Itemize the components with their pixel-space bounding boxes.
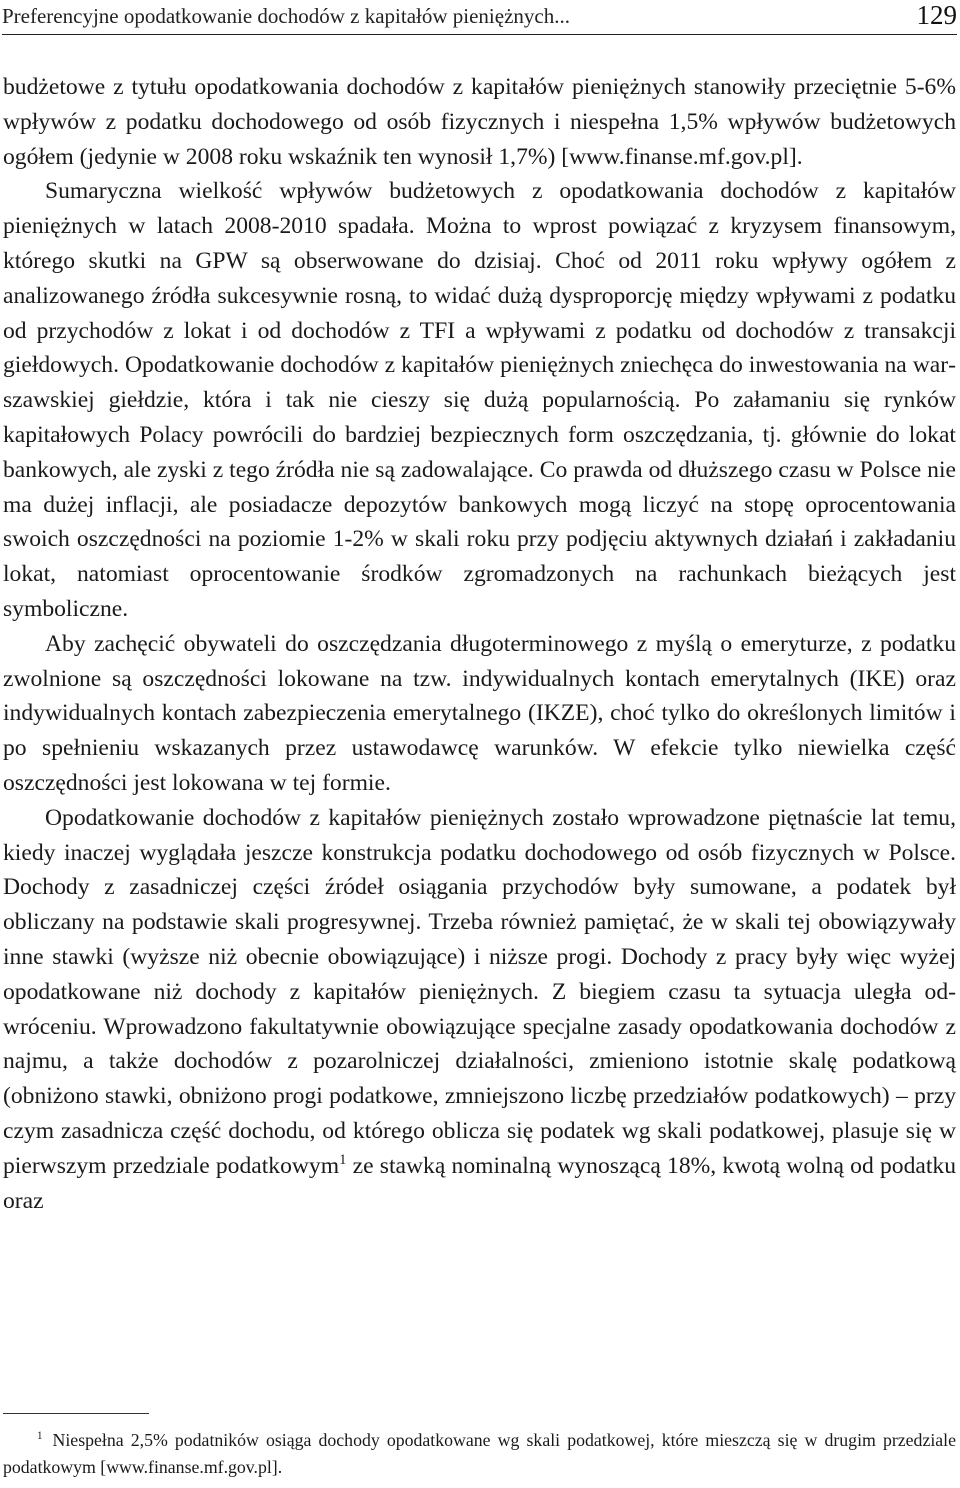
paragraph [3, 801, 956, 1219]
footnote-reference[interactable]: 1 [339, 1151, 347, 1168]
running-title: Preferencyjne opodatkowanie dochodów z kapitałów pieniężnych... [2, 4, 570, 28]
paragraph-text-end: ze stawką nominalną wynoszącą 18%, kwotą wolną od podatku oraz [3, 1152, 956, 1214]
footnote-text: Niespełna 2,5% podatników osiąga dochody opodatkowane wg skali podatkowej, które mieszczą się w drugim przedziale podatkowym [www.finanse.mf.gov.pl]. [3, 1430, 956, 1477]
running-head [2, 0, 957, 35]
paragraph: Sumaryczna wielkość wpływów budżetowych z opodatkowania dochodów z kapitałów pieniężnych w latach 2008-2010 spadała. Można to wprost powiązać z kryzysem finansowym, którego skutki na GPW są obserwowane do dzisiaj. Choć od 2011 roku wpływy ogółem z analizowanego źródła sukcesywnie rosną, to widać dużą dysproporcję między wpływami z podatku od przychodów z lokat i od dochodów z TFI a wpływami z podatku od dochodów z transakcji giełdowych. Opodatkowanie dochodów z kapitałów pieniężnych zniechęca do inwestowania na warszawskiej giełdzie, która i tak nie cieszy się dużą popularnością. Po załamaniu się rynków kapitałowych Polacy powrócili do bardziej bezpiecznych form oszczędzania, tj. głównie do lokat bankowych, ale zyski z tego źródła nie są zadowalające. Co prawda od dłuższego czasu w Polsce nie ma dużej inflacji, ale posiadacze depozytów bankowych mogą liczyć na stopę oprocentowania swoich oszczędności na poziomie 1-2% w skali roku przy podjęciu aktywnych działań i zakładaniu lokat, natomiast oprocentowanie środków zgromadzonych na rachunkach bieżących jest symboliczne. [3, 178, 956, 622]
footnote-marker: 1 [37, 1430, 43, 1443]
paragraph-continued: budżetowe z tytułu opodatkowania dochodów z kapitałów pieniężnych stanowiły przeciętnie 5-6% wpływów z podatku dochodowego od osób fizycznych i niespełna 1,5% wpływów budżetowych ogółem (jedynie w 2008 roku wskaźnik ten wynosił 1,7%) [www.finanse.mf.gov.pl]. [3, 74, 956, 170]
paragraph: Aby zachęcić obywateli do oszczędzania długoterminowego z myślą o emeryturze, z podatku zwolnione są oszczędności lokowane na tzw. indywidualnych kontach emerytalnych (IKE) oraz indywidualnych kontach zabezpieczenia emerytalnego (IKZE), choć tylko do określonych limitów i po spełnieniu wskazanych przez ustawodawcę warunków. W efekcie tylko niewielka część oszczędności jest lokowana w tej formie. [3, 630, 956, 796]
footnote [3, 1427, 956, 1481]
body-text [3, 70, 956, 1218]
footnote-divider [3, 1413, 149, 1414]
paragraph-text: Opodatkowanie dochodów z kapitałów pieniężnych zostało wprowadzone piętnaście lat temu, kiedy inaczej wyglądała jeszcze konstrukcja podatku dochodowego od osób fizycznych w Polsce. Dochody z zasadniczej części źródeł osiągania przychodów były sumowane, a podatek był obliczany na podstawie skali progresywnej. Trzeba również pamiętać, że w skali tej obowiązywały inne stawki (wyższe niż obecnie obowiązujące) i niższe progi. Dochody z pracy były więc wyżej opodatkowane niż dochody z kapitałów pieniężnych. Z biegiem czasu ta sytuacja uległa odwróceniu. Wprowadzono fakultatywnie obowiązujące specjalne zasady opodatkowania dochodów z najmu, a także dochodów z pozarolniczej działalności, zmieniono istotnie skalę podatkową (obniżono stawki, obniżono progi podatkowe, zmniejszono liczbę przedziałów podatkowych) – przy czym zasadnicza część dochodu, od którego oblicza się podatek wg skali podatkowej, plasuje się w pierwszym przedziale podatkowym [3, 804, 956, 1179]
page-number: 129 [916, 0, 957, 30]
